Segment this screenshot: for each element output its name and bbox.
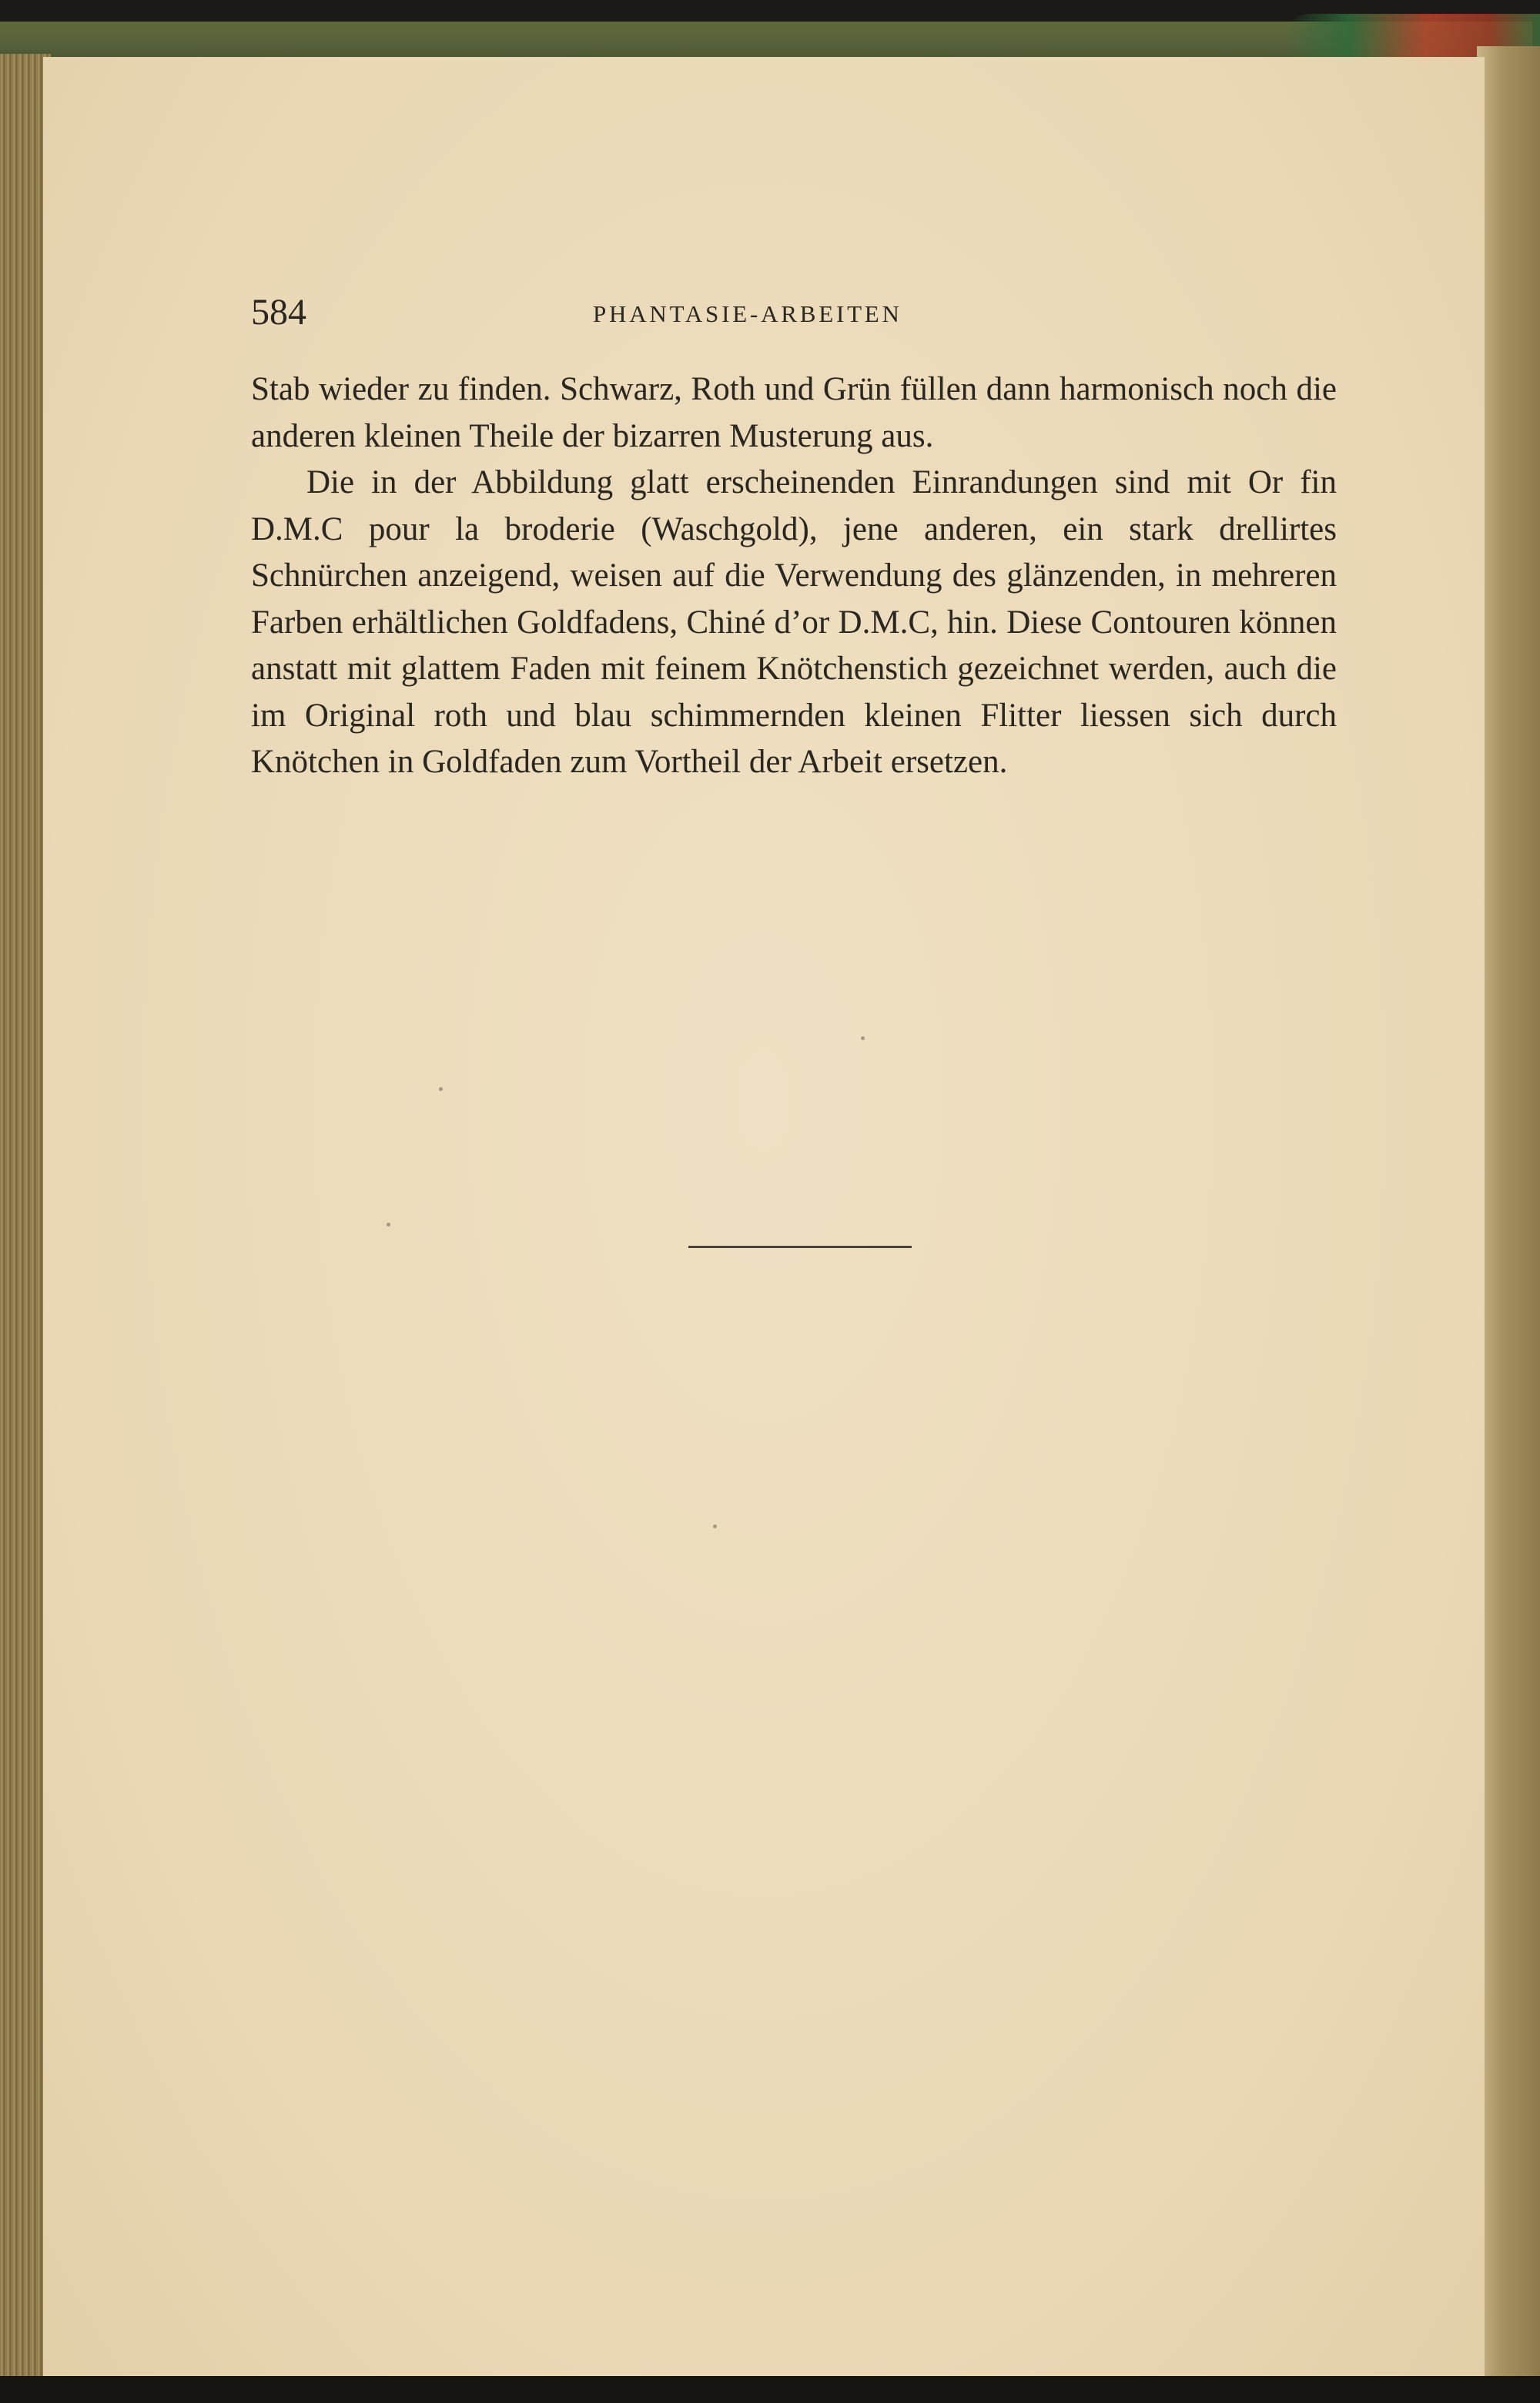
scan-bottom-edge [0,2376,1540,2403]
paper-speck [861,1036,865,1040]
page-number: 584 [251,292,306,333]
running-title: PHANTASIE-ARBEITEN [593,300,902,327]
body-text [251,366,1337,786]
paragraph-2: Die in der Abbildung glatt erscheinenden Einrandungen sind mit Or fin D.M.C pour la broderie (Waschgold), jene anderen, ein stark drellirtes Schnürchen anzeigend, weisen auf die Verwendung des glänzenden, in mehreren Farben erhältlichen Goldfadens, Chiné d’or D.M.C, hin. Diese Contouren können anstatt mit glattem Faden mit feinem Knötchenstich gezeichnet werden, auch die im Original roth und blau schimmernden kleinen Flitter liessen sich durch Knötchen in Goldfaden zum Vortheil der Arbeit ersetzen. [251,464,1337,780]
paper-speck [439,1087,443,1091]
running-head [251,289,1337,336]
paragraph-1: Stab wieder zu finden. Schwarz, Roth und Grün füllen dann harmonisch noch die anderen kleinen Theile der bizarren Musterung aus. [251,371,1337,454]
paper-speck [713,1524,717,1528]
section-divider-rule [688,1246,912,1248]
paper-speck [387,1223,390,1227]
page-stack-right-edge [1477,46,1540,2387]
